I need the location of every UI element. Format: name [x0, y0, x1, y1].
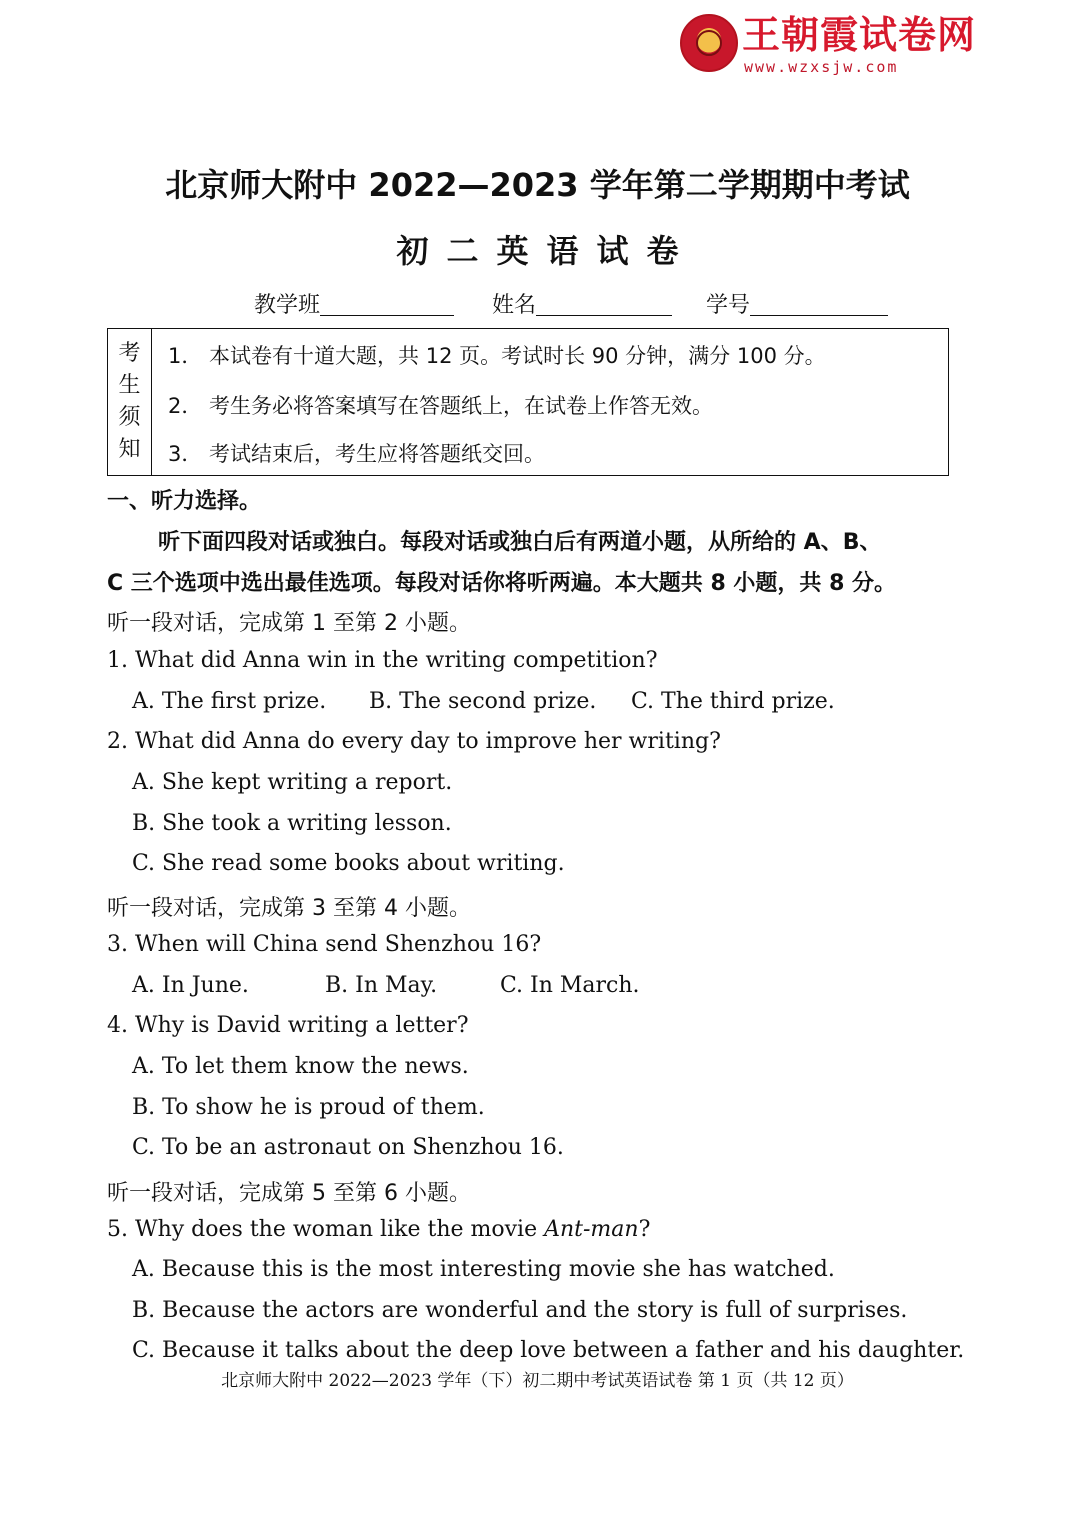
name-blank[interactable] — [536, 293, 672, 316]
notice-item: 2． 考生务必将答案填写在答题纸上，在试卷上作答无效。 — [168, 394, 714, 418]
class-blank[interactable] — [320, 293, 454, 316]
notice-box — [107, 328, 949, 476]
student-id-blank[interactable] — [750, 293, 888, 316]
question-stem: 1. What did Anna win in the writing competition? — [107, 648, 658, 673]
section-instructions: C 三个选项中选出最佳选项。每段对话你将听两遍。本大题共 8 小题，共 8 分。 — [107, 571, 897, 596]
section-heading: 一、听力选择。 — [107, 489, 262, 514]
seal-icon — [680, 14, 738, 72]
section-instructions: 听下面四段对话或独白。每段对话或独白后有两道小题，从所给的 A、B、 — [158, 530, 882, 555]
logo-url[interactable]: www.wzxsjw.com — [744, 58, 899, 76]
question-stem: 5. Why does the woman like the movie Ant-man? — [107, 1217, 651, 1242]
page-subtitle: 初二英语试卷 — [396, 232, 697, 270]
question-option[interactable]: A. She kept writing a report. — [132, 770, 453, 795]
question-option[interactable]: C. Because it talks about the deep love between a father and his daughter. — [132, 1338, 965, 1363]
student-id-field[interactable] — [706, 288, 888, 319]
question-option[interactable]: B. In May. — [325, 973, 438, 998]
question-option[interactable]: C. In March. — [500, 973, 640, 998]
class-label: 教学班 — [254, 293, 321, 318]
question-option[interactable]: B. The second prize. — [369, 689, 597, 714]
question-option[interactable]: C. She read some books about writing. — [132, 851, 565, 876]
logo-name: 王朝霞试卷网 — [742, 13, 977, 57]
notice-item: 3． 考试结束后，考生应将答题纸交回。 — [168, 442, 546, 466]
question-option[interactable]: A. To let them know the news. — [132, 1054, 469, 1079]
question-option[interactable]: C. To be an astronaut on Shenzhou 16. — [132, 1135, 564, 1160]
page-title: 北京师大附中 2022—2023 学年第二学期期中考试 — [165, 166, 910, 204]
question-option[interactable]: A. In June. — [132, 973, 249, 998]
class-field[interactable] — [254, 288, 454, 319]
question-option[interactable]: B. Because the actors are wonderful and the story is full of surprises. — [132, 1298, 908, 1323]
question-option[interactable]: C. The third prize. — [631, 689, 835, 714]
page-footer: 北京师大附中 2022—2023 学年（下）初二期中考试英语试卷 第 1 页（共 12 页） — [221, 1371, 854, 1391]
question-option[interactable]: A. Because this is the most interesting movie she has watched. — [132, 1257, 835, 1282]
student-id-label: 学号 — [706, 293, 751, 318]
notice-item: 1． 本试卷有十道大题，共 12 页。考试时长 90 分钟，满分 100 分。 — [168, 344, 826, 368]
question-option[interactable]: B. She took a writing lesson. — [132, 811, 452, 836]
dialogue-intro: 听一段对话，完成第 5 至第 6 小题。 — [107, 1181, 471, 1206]
dialogue-intro: 听一段对话，完成第 3 至第 4 小题。 — [107, 896, 471, 921]
question-stem: 2. What did Anna do every day to improve her writing? — [107, 729, 721, 754]
question-stem: 3. When will China send Shenzhou 16? — [107, 932, 542, 957]
question-option[interactable]: B. To show he is proud of them. — [132, 1095, 485, 1120]
question-option[interactable]: A. The first prize. — [132, 689, 327, 714]
name-label: 姓名 — [492, 293, 537, 318]
name-field[interactable] — [492, 288, 672, 319]
notice-label: 考 生 须 知 — [108, 329, 152, 475]
site-logo[interactable] — [680, 12, 1000, 74]
movie-title: Ant-man — [544, 1217, 639, 1242]
dialogue-intro: 听一段对话，完成第 1 至第 2 小题。 — [107, 611, 471, 636]
question-stem: 4. Why is David writing a letter? — [107, 1013, 469, 1038]
